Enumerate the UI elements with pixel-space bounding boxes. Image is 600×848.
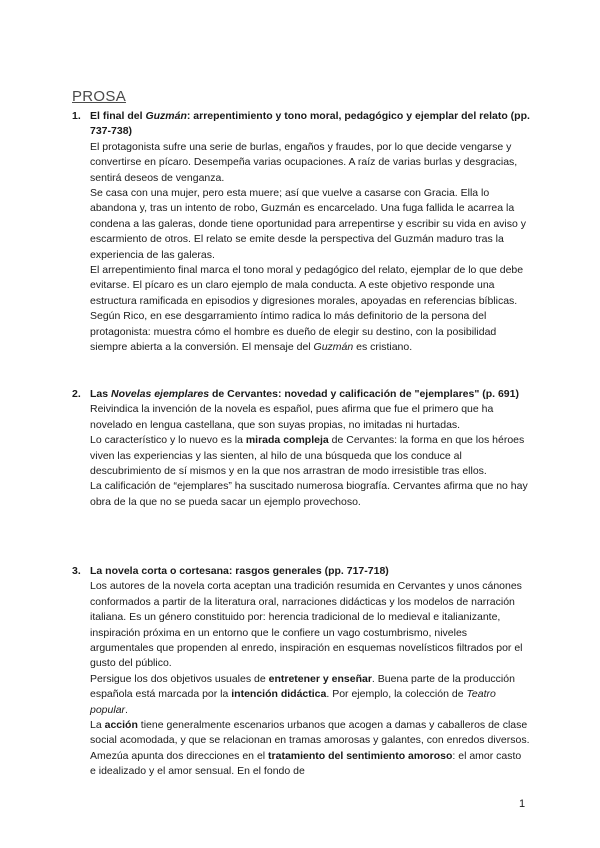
list-item-2 [72, 387, 530, 510]
list-item-1 [72, 109, 530, 356]
paragraph: El arrepentimiento final marca el tono moral y pedagógico del relato, ejemplar de lo que debe evitarse. El pícaro es un claro ejemplo de mala conducta. A este objetivo responde una estructura ramificada en episodios y digresiones morales, apoyadas en referencias bíblicas. [90, 264, 524, 307]
paragraph: La calificación de “ejemplares” ha suscitado numerosa biografía. Cervantes afirma que no hay obra de la que no se pueda sacar un ejemplo provechoso. [90, 480, 528, 508]
page-number: 1 [519, 798, 526, 810]
item-title: Las Novelas ejemplares de Cervantes: novedad y calificación de "ejemplares" (p. 691) [90, 388, 519, 400]
paragraph: La acción tiene generalmente escenarios urbanos que acogen a damas y caballeros de clase social acomodada, y que se relacionan en tramas amorosas y galantes, con enredos diversos. Amezúa apunta dos direcciones en el tratamiento del sentimiento amoroso: el amor casto e idealizado y el amor sensual. En el fondo de [90, 719, 530, 778]
paragraph: Lo característico y lo nuevo es la mirada compleja de Cervantes: la forma en que los héroes viven las experiencias y las sienten, al hilo de una búsqueda que los conduce al descubrimiento de sí mismos y en la que nos arrastran de modo irresistible tras ellos. [90, 434, 525, 478]
paragraph: Según Rico, en ese desgarramiento íntimo radica lo más definitorio de la persona del protagonista: muestra cómo el hombre es dueño de elegir su destino, con la posibilidad siempre abierta a la conversión. El mensaje del Guzmán es cristiano. [90, 310, 497, 354]
paragraph: Persigue los dos objetivos usuales de entretener y enseñar. Buena parte de la producción española está marcada por la intención didáctica. Por ejemplo, la colección de Teatro popular. [90, 672, 515, 716]
paragraph: Reivindica la invención de la novela es español, pues afirma que fue el primero que ha novelado en lengua castellana, que son suyas propias, no imitadas ni hurtadas. [90, 403, 494, 431]
item-number: 1. [72, 110, 81, 122]
list-item-3 [72, 564, 530, 780]
section-heading: PROSA [72, 88, 127, 105]
paragraph: Se casa con una mujer, pero esta muere; así que vuelve a casarse con Gracia. Ella lo abandona y, tras un intento de robo, Guzmán es encarcelado. Una fuga fallida le acarrea la condena a las galeras, donde tiene oportunidad para arrepentirse y escribir su vida en aviso y escarmiento de otros. El relato se emite desde la perspectiva del Guzmán maduro tras la experiencia de las galeras. [90, 187, 527, 261]
paragraph: El protagonista sufre una serie de burlas, engaños y fraudes, por lo que decide vengarse y convertirse en pícaro. Desempeña varias ocupaciones. A raíz de varias burlas y desgracias, sentirá deseos de venganza. [90, 140, 518, 184]
item-title: El final del Guzmán: arrepentimiento y tono moral, pedagógico y ejemplar del relato (pp. 737-738) [90, 110, 530, 138]
item-number: 2. [72, 388, 81, 400]
item-number: 3. [72, 565, 81, 577]
item-title: La novela corta o cortesana: rasgos generales (pp. 717-718) [90, 565, 389, 577]
paragraph: Los autores de la novela corta aceptan una tradición resumida en Cervantes y unos cánones conformados a partir de la literatura oral, narraciones didácticas y los modelos de narración italiana. Es un género constituido por: herencia tradicional de lo medieval e italianizante, inspiración próxima en un entorno que le confiere un vago costumbrismo, niveles argumentales que propenden al enredo, inspiración en esquemas novelísticos filtrados por el gusto del público. [90, 580, 523, 670]
